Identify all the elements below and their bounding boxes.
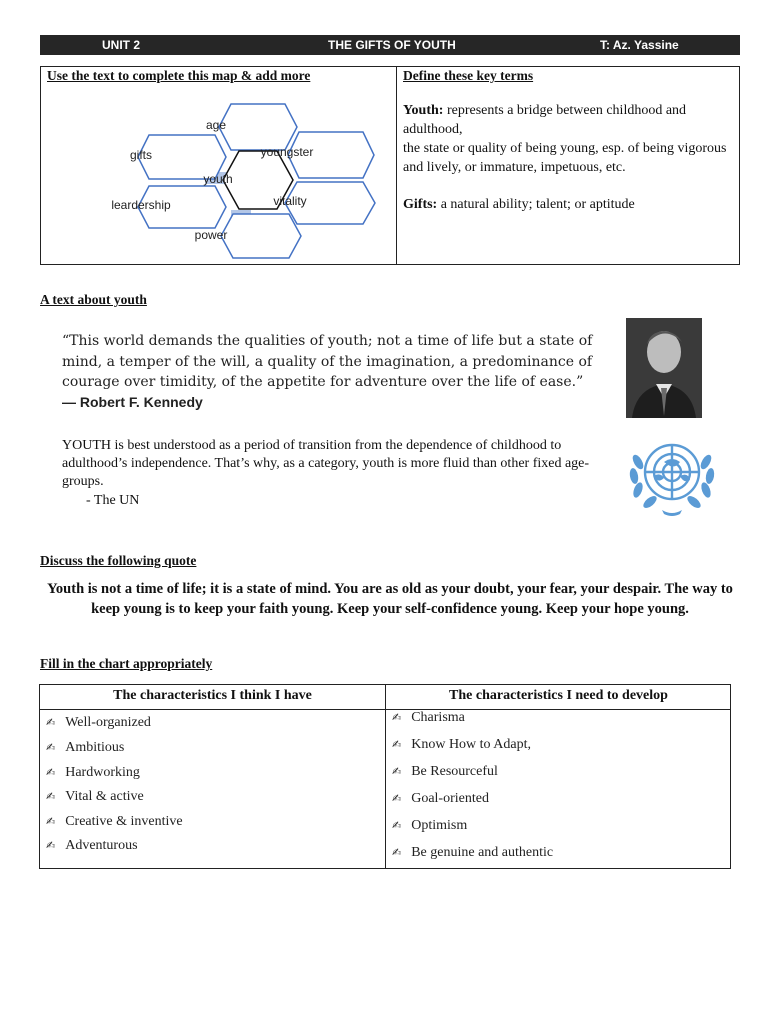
table-divider [396,67,397,264]
writing-hand-icon: ✍ [392,711,402,724]
discuss-heading: Discuss the following quote [40,553,197,568]
node-youth: youth [203,172,233,186]
list-item-have: ✍ Well-organized [46,715,151,730]
list-item-develop: ✍ Charisma [392,710,465,725]
un-text: YOUTH is best understood as a period of transition from the dependence of childhood to adulthood’s independence. That’s why, as a category, youth is more fluid than other fixed age-groups. [62,438,590,489]
list-item-have: ✍ Vital & active [46,789,144,804]
characteristics-table [39,684,731,869]
node-power: power [194,228,228,242]
youth-term: Youth: [403,103,444,118]
list-item-develop: ✍ Be Resourceful [392,764,498,779]
portrait-drawing [626,318,702,418]
writing-hand-icon: ✍ [392,792,402,805]
definitions [403,101,733,214]
node-gifts: gifts [129,148,152,162]
list-item-develop: ✍ Be genuine and authentic [392,845,554,860]
list-item-have: ✍ Creative & inventive [46,814,183,829]
list-item-have: ✍ Ambitious [46,740,125,755]
writing-hand-icon: ✍ [46,741,56,754]
list-item-have: ✍ Hardworking [46,765,140,780]
header-bar [40,35,740,55]
column-header-have: The characteristics I think I have [113,688,312,703]
un-source: - The UN [86,493,140,508]
gifts-definition [403,195,733,214]
map-definitions-table [40,66,740,265]
page-title: THE GIFTS OF YOUTH [328,38,456,52]
un-emblem-icon [624,432,720,518]
youth-definition-2: the state or quality of being young, esp. of being vigorous and lively, or immature, impetuous, etc. [403,141,727,175]
writing-hand-icon: ✍ [392,738,402,751]
writing-hand-icon: ✍ [46,790,56,803]
discuss-quote: Youth is not a time of life; it is a state of mind. You are as old as your doubt, your fear, your despair. The way to keep young is to keep your faith young. Keep your self-confidence young. Keep your hope young. [47,581,733,617]
gifts-term: Gifts: [403,197,438,212]
list-item-develop: ✍ Goal-oriented [392,791,489,806]
writing-hand-icon: ✍ [392,846,402,859]
text-section-heading: A text about youth [40,292,147,307]
column-header-develop: The characteristics I need to develop [449,688,668,703]
writing-hand-icon: ✍ [46,716,56,729]
quote-author: — Robert F. Kennedy [62,394,203,410]
node-age: age [205,118,227,132]
chart-heading: Fill in the chart appropriately [40,656,213,671]
definitions-heading: Define these key terms [403,68,534,83]
list-item-develop: ✍ Know How to Adapt, [392,737,531,752]
writing-hand-icon: ✍ [46,815,56,828]
writing-hand-icon: ✍ [392,819,402,832]
gifts-definition-text: a natural ability; talent; or aptitude [440,197,635,212]
youth-definition-1: represents a bridge between childhood and adulthood, [403,103,687,137]
kennedy-portrait [626,318,702,418]
node-vitality: vitality [273,194,307,208]
node-youngster: youngster [260,145,314,159]
map-heading: Use the text to complete this map & add more [47,68,311,83]
unit-label: UNIT 2 [102,38,141,52]
kennedy-quote: “This world demands the qualities of youth; not a time of life but a state of mind, a temper of the will, a quality of the imagination, a predominance of courage over timidity, of the appetite for adventure over the life of ease.” [62,333,593,390]
list-item-have: ✍ Adventurous [46,838,138,853]
youth-definition [403,101,733,139]
writing-hand-icon: ✍ [46,766,56,779]
writing-hand-icon: ✍ [392,765,402,778]
list-item-develop: ✍ Optimism [392,818,468,833]
writing-hand-icon: ✍ [46,839,56,852]
node-leadership: leardership [111,198,171,212]
teacher-label: T: Az. Yassine [600,38,679,52]
